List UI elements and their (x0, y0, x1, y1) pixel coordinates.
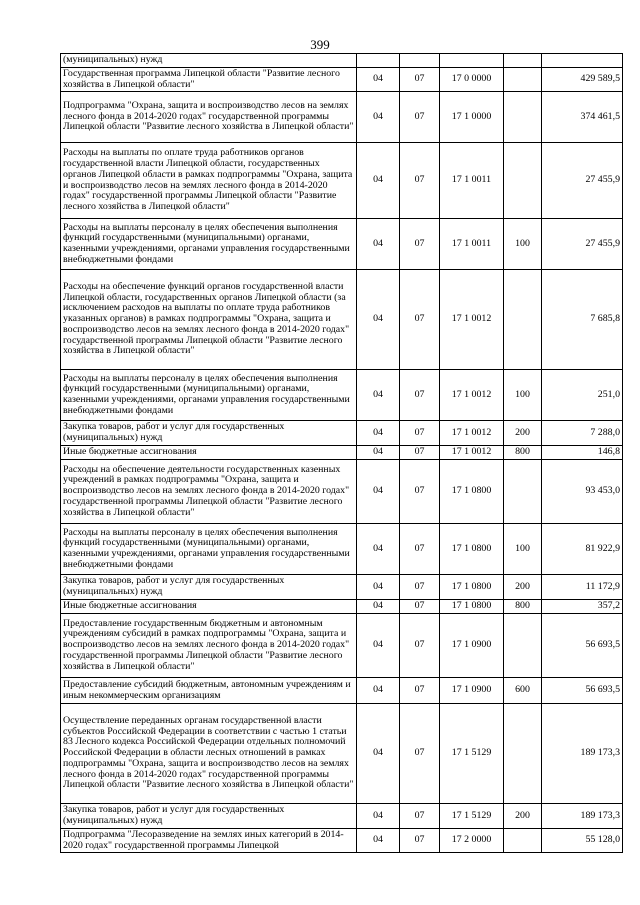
row-expense-type (504, 54, 542, 68)
row-section: 04 (357, 421, 400, 446)
row-description: Государственная программа Липецкой области "Развитие лесного хозяйства в Липецкой области" (61, 68, 357, 92)
row-program-code: 17 1 0900 (440, 678, 504, 704)
row-program-code: 17 1 0012 (440, 270, 504, 370)
table-row (61, 446, 623, 460)
row-program-code: 17 1 0012 (440, 370, 504, 421)
row-expense-type: 100 (504, 524, 542, 575)
row-subsection: 07 (400, 270, 440, 370)
row-expense-type: 200 (504, 421, 542, 446)
row-expense-type (504, 68, 542, 92)
row-section: 04 (357, 68, 400, 92)
table-row (61, 829, 623, 853)
row-amount: 7 685,8 (542, 270, 623, 370)
row-subsection (400, 54, 440, 68)
row-amount: 56 693,5 (542, 678, 623, 704)
row-section: 04 (357, 614, 400, 678)
row-description: Расходы на выплаты персоналу в целях обеспечения выполнения функций государственными (муниципальными) органами, казенными учреждениями, органами управления государственными внебюджетными фондами (61, 219, 357, 270)
table-row (61, 678, 623, 704)
row-program-code: 17 1 0000 (440, 92, 504, 143)
table-row (61, 68, 623, 92)
table-row (61, 54, 623, 68)
row-program-code: 17 1 0800 (440, 600, 504, 614)
row-amount: 251,0 (542, 370, 623, 421)
row-description: Предоставление субсидий бюджетным, автономным учреждениям и иным некоммерческим организациям (61, 678, 357, 704)
row-description: Закупка товаров, работ и услуг для государственных (муниципальных) нужд (61, 421, 357, 446)
table-row (61, 575, 623, 600)
row-section: 04 (357, 704, 400, 804)
row-description: Иные бюджетные ассигнования (61, 600, 357, 614)
row-program-code: 17 1 5129 (440, 704, 504, 804)
row-subsection: 07 (400, 614, 440, 678)
row-section: 04 (357, 219, 400, 270)
table-row (61, 370, 623, 421)
row-amount: 81 922,9 (542, 524, 623, 575)
row-expense-type: 100 (504, 219, 542, 270)
row-expense-type: 200 (504, 804, 542, 829)
row-amount: 93 453,0 (542, 460, 623, 524)
row-subsection: 07 (400, 524, 440, 575)
row-description: Расходы на выплаты персоналу в целях обеспечения выполнения функций государственными (муниципальными) органами, казенными учреждениями, органами управления государственными внебюджетными фондами (61, 370, 357, 421)
row-description: Подпрограмма "Охрана, защита и воспроизводство лесов на землях лесного фонда в 2014-2020 годах" государственной программы Липецкой области "Развитие лесного хозяйства в Липецкой области" (61, 92, 357, 143)
row-amount: 189 173,3 (542, 704, 623, 804)
row-subsection: 07 (400, 421, 440, 446)
row-amount: 11 172,9 (542, 575, 623, 600)
row-description: Закупка товаров, работ и услуг для государственных (муниципальных) нужд (61, 575, 357, 600)
row-expense-type: 200 (504, 575, 542, 600)
row-subsection: 07 (400, 575, 440, 600)
row-description: Закупка товаров, работ и услуг для государственных (муниципальных) нужд (61, 804, 357, 829)
row-amount: 429 589,5 (542, 68, 623, 92)
row-program-code: 17 1 0012 (440, 446, 504, 460)
row-section: 04 (357, 524, 400, 575)
row-section: 04 (357, 460, 400, 524)
row-program-code: 17 1 0900 (440, 614, 504, 678)
page-number: 399 (310, 37, 330, 52)
row-description: Предоставление государственным бюджетным и автономным учреждениям субсидий в рамках подпрограммы "Охрана, защита и воспроизводство лесов на землях лесного фонда в 2014-2020 годах" государственной программы Липецкой области "Развитие лесного хозяйства в Липецкой области" (61, 614, 357, 678)
row-amount: 374 461,5 (542, 92, 623, 143)
row-subsection: 07 (400, 143, 440, 219)
row-amount: 27 455,9 (542, 219, 623, 270)
row-section: 04 (357, 575, 400, 600)
row-subsection: 07 (400, 446, 440, 460)
row-subsection: 07 (400, 600, 440, 614)
row-expense-type: 800 (504, 600, 542, 614)
row-program-code: 17 1 0011 (440, 219, 504, 270)
row-subsection: 07 (400, 804, 440, 829)
row-description: Подпрограмма "Лесоразведение на землях иных категорий в 2014-2020 годах" государственной программы Липецкой (61, 829, 357, 853)
table-row (61, 219, 623, 270)
table-row (61, 92, 623, 143)
row-subsection: 07 (400, 829, 440, 853)
row-section: 04 (357, 804, 400, 829)
budget-table (60, 53, 623, 853)
row-description: Осуществление переданных органам государственной власти субъектов Российской Федерации в соответствии с частью 1 статьи 83 Лесного кодекса Российской Федерации отдельных полномочий Российской Федерации в области лесных отношений в рамках подпрограммы "Охрана, защита и воспроизводство лесов на землях лесного фонда в 2014-2020 годах" государственной программы Липецкой области "Развитие лесного хозяйства в Липецкой области" (61, 704, 357, 804)
row-subsection: 07 (400, 68, 440, 92)
row-section: 04 (357, 370, 400, 421)
row-section: 04 (357, 678, 400, 704)
row-description: Расходы на выплаты персоналу в целях обеспечения выполнения функций государственными (муниципальными) органами, казенными учреждениями, органами управления государственными внебюджетными фондами (61, 524, 357, 575)
row-subsection: 07 (400, 219, 440, 270)
row-subsection: 07 (400, 704, 440, 804)
row-expense-type: 800 (504, 446, 542, 460)
table-row (61, 804, 623, 829)
row-program-code: 17 1 0012 (440, 421, 504, 446)
row-program-code: 17 1 0800 (440, 524, 504, 575)
row-expense-type: 600 (504, 678, 542, 704)
row-amount: 357,2 (542, 600, 623, 614)
table-row (61, 600, 623, 614)
row-amount: 146,8 (542, 446, 623, 460)
row-subsection: 07 (400, 678, 440, 704)
row-program-code: 17 1 5129 (440, 804, 504, 829)
table-row (61, 524, 623, 575)
row-section: 04 (357, 600, 400, 614)
row-expense-type (504, 614, 542, 678)
row-expense-type (504, 829, 542, 853)
row-program-code: 17 1 0011 (440, 143, 504, 219)
row-description: Расходы на обеспечение деятельности государственных казенных учреждений в рамках подпрограммы "Охрана, защита и воспроизводство лесов на землях лесного фонда в 2014-2020 годах" государственной программы Липецкой области "Развитие лесного хозяйства в Липецкой области" (61, 460, 357, 524)
row-expense-type (504, 270, 542, 370)
row-description: Расходы на выплаты по оплате труда работников органов государственной власти Липецкой области, государственных органов Липецкой области в рамках подпрограммы "Охрана, защита и воспроизводство лесов на землях лесного фонда в 2014-2020 годах" государственной программы Липецкой области "Развитие лесного хозяйства в Липецкой области" (61, 143, 357, 219)
row-program-code: 17 1 0800 (440, 460, 504, 524)
row-program-code (440, 54, 504, 68)
table-row (61, 704, 623, 804)
row-subsection: 07 (400, 370, 440, 421)
table-row (61, 143, 623, 219)
table-row (61, 421, 623, 446)
row-program-code: 17 0 0000 (440, 68, 504, 92)
row-amount: 55 128,0 (542, 829, 623, 853)
row-amount (542, 54, 623, 68)
table-row (61, 460, 623, 524)
table-row (61, 270, 623, 370)
row-description: Иные бюджетные ассигнования (61, 446, 357, 460)
row-description: (муниципальных) нужд (61, 54, 357, 68)
row-program-code: 17 2 0000 (440, 829, 504, 853)
row-section: 04 (357, 143, 400, 219)
row-subsection: 07 (400, 460, 440, 524)
row-amount: 56 693,5 (542, 614, 623, 678)
row-subsection: 07 (400, 92, 440, 143)
row-description: Расходы на обеспечение функций органов государственной власти Липецкой области, государственных органов Липецкой области (за исключением расходов на выплаты по оплате труда работников указанных органов) в рамках подпрограммы "Охрана, защита и воспроизводство лесов на землях лесного фонда в 2014-2020 годах" государственной программы Липецкой области "Развитие лесного хозяйства в Липецкой области" (61, 270, 357, 370)
row-program-code: 17 1 0800 (440, 575, 504, 600)
row-section: 04 (357, 270, 400, 370)
row-expense-type (504, 92, 542, 143)
row-expense-type: 100 (504, 370, 542, 421)
table-row (61, 614, 623, 678)
row-section (357, 54, 400, 68)
row-section: 04 (357, 446, 400, 460)
row-amount: 7 288,0 (542, 421, 623, 446)
row-section: 04 (357, 829, 400, 853)
row-expense-type (504, 460, 542, 524)
row-amount: 27 455,9 (542, 143, 623, 219)
row-expense-type (504, 704, 542, 804)
row-amount: 189 173,3 (542, 804, 623, 829)
row-expense-type (504, 143, 542, 219)
row-section: 04 (357, 92, 400, 143)
